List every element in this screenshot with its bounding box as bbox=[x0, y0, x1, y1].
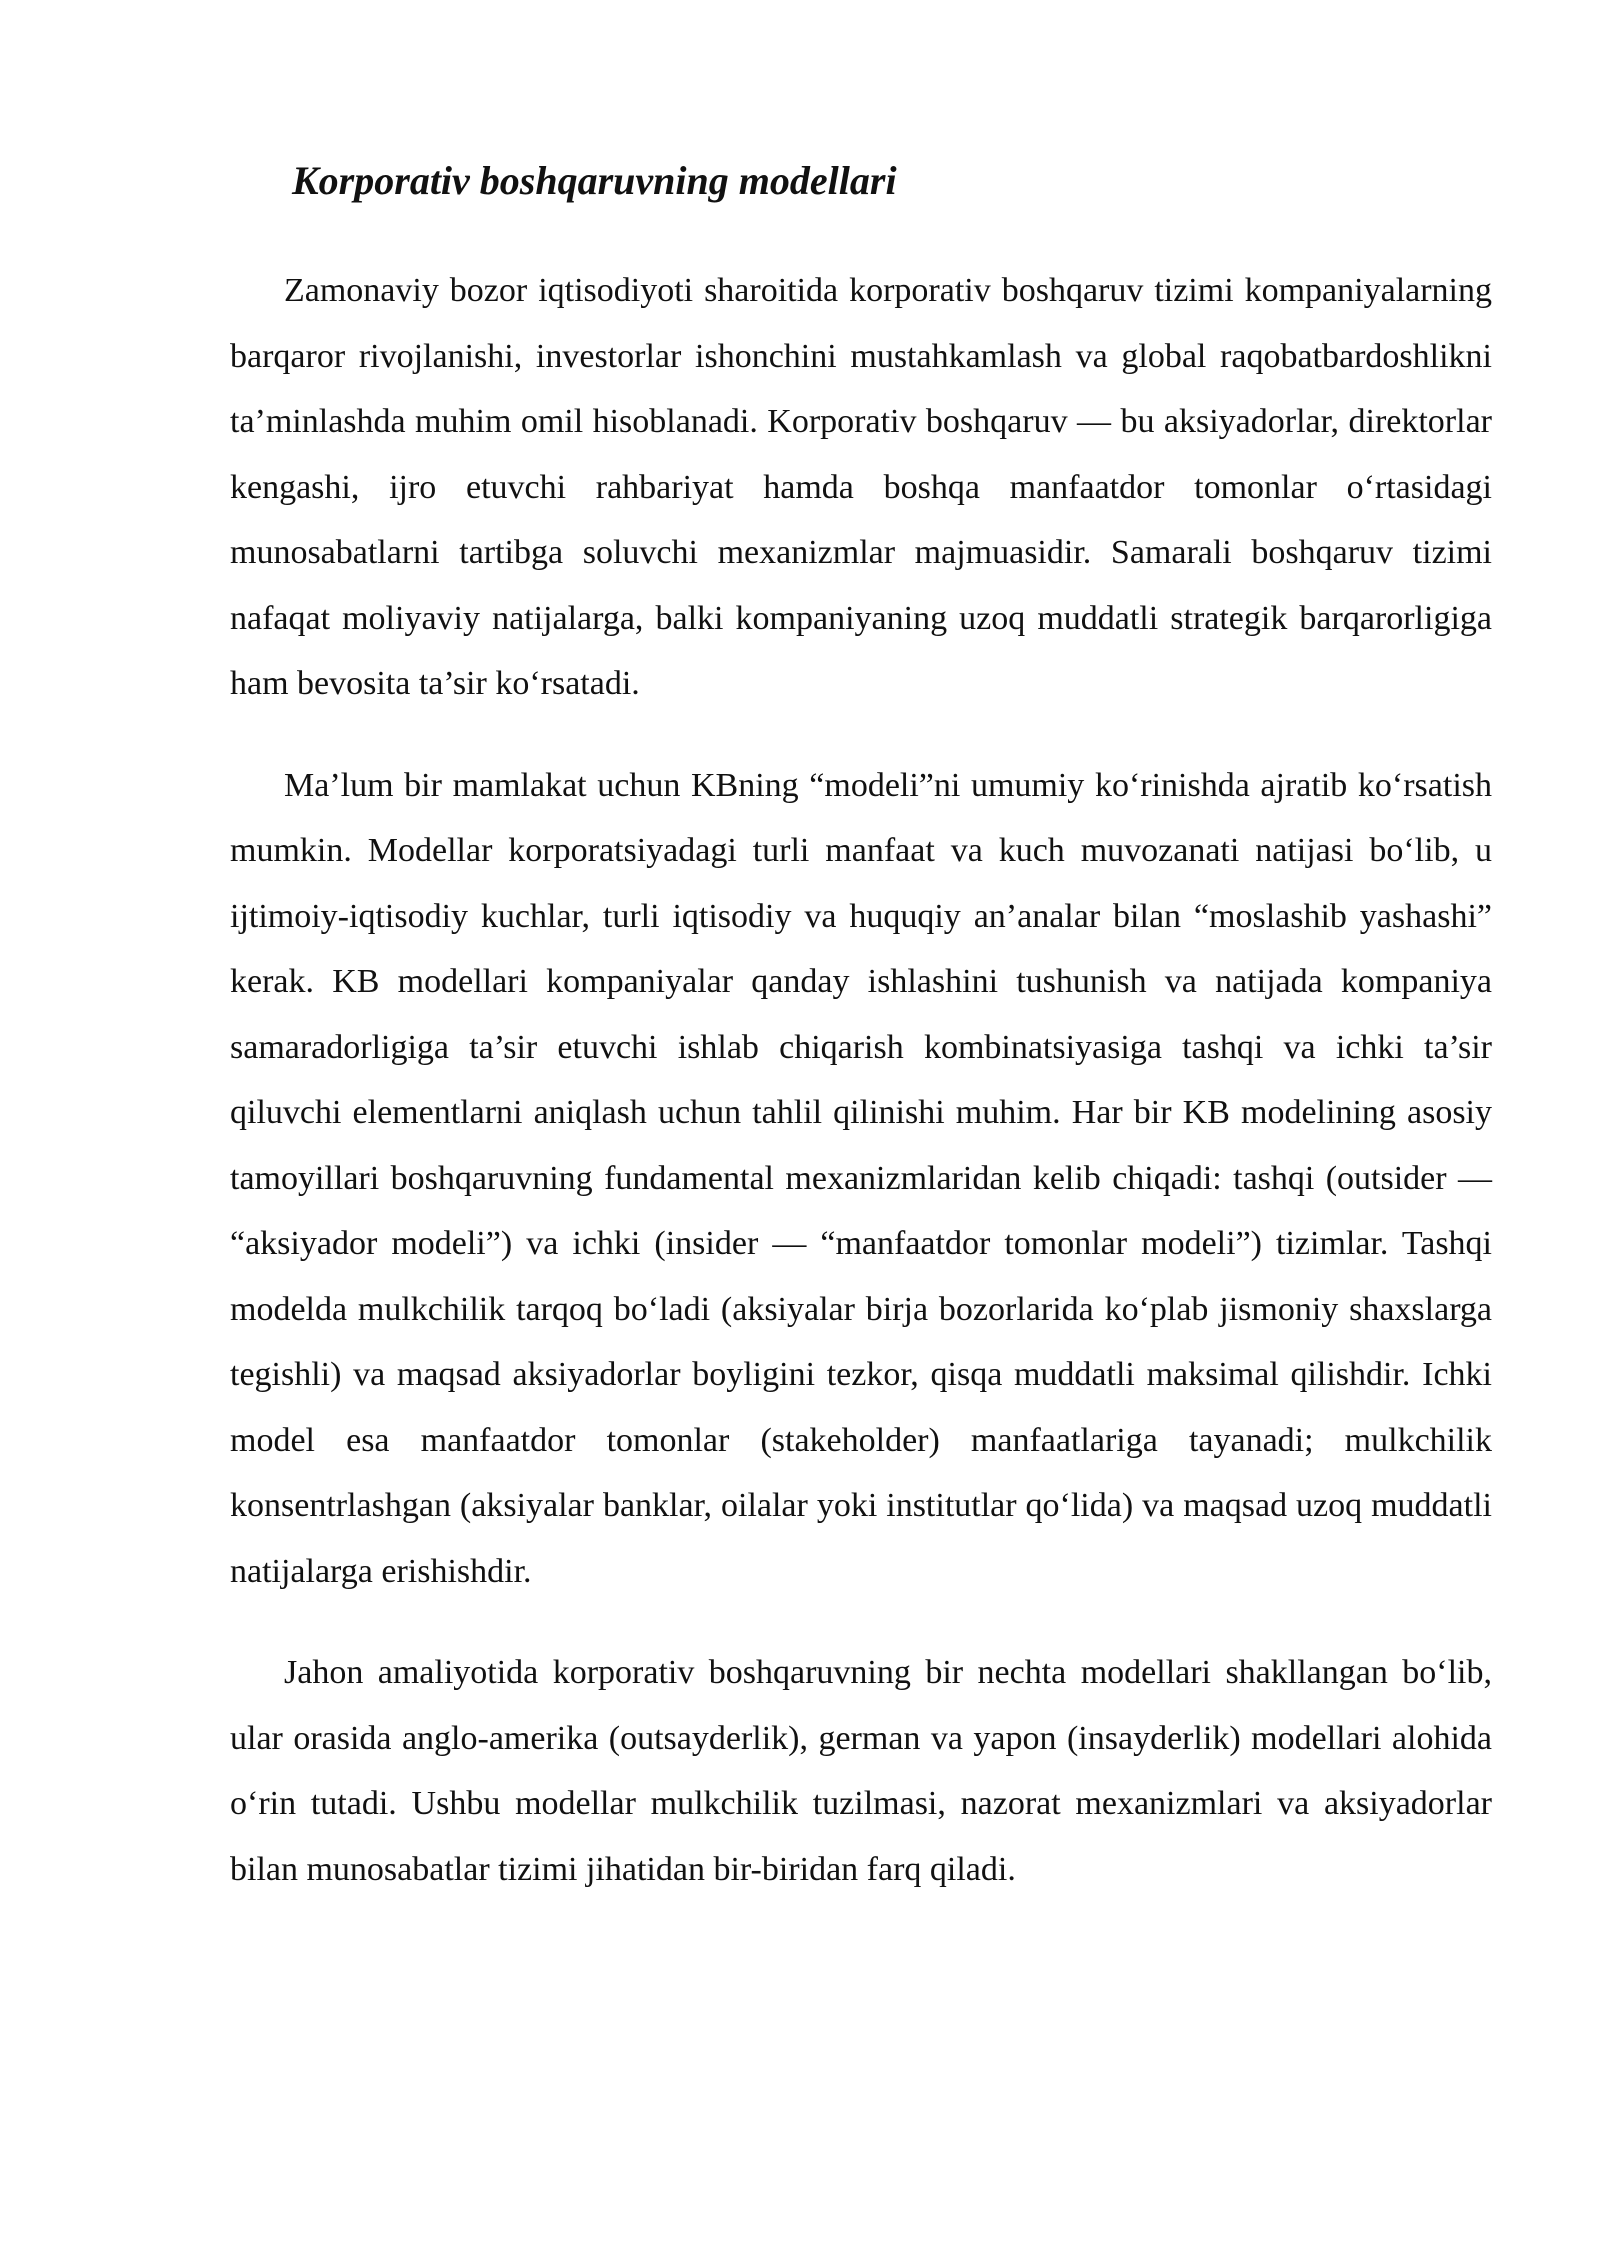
paragraph-1: Zamonaviy bozor iqtisodiyoti sharoitida korporativ boshqaruv tizimi kompaniyalarning barqaror rivojlanishi, investorlar ishonchini mustahkamlash va global raqobatbardoshlikni ta’minlashda muhim omil hisoblanadi. Korporativ boshqaruv — bu aksiyadorlar, direktorlar kengashi, ijro etuvchi rahbariyat hamda boshqa manfaatdor tomonlar o‘rtasidagi munosabatlarni tartibga soluvchi mexanizmlar majmuasidir. Samarali boshqaruv tizimi nafaqat moliyaviy natijalarga, balki kompaniyaning uzoq muddatli strategik barqarorligiga ham bevosita ta’sir ko‘rsatadi. bbox=[230, 272, 1492, 702]
paragraph-2: Ma’lum bir mamlakat uchun KBning “modeli”ni umumiy ko‘rinishda ajratib ko‘rsatish mumkin. Modellar korporatsiyadagi turli manfaat va kuch muvozanati natijasi bo‘lib, u ijtimoiy-iqtisodiy kuchlar, turli iqtisodiy va huquqiy an’analar bilan “moslashib yashashi” kerak. KB modellari kompaniyalar qanday ishlashini tushunish va natijada kompaniya samaradorligiga ta’sir etuvchi ishlab chiqarish kombinatsiyasiga tashqi va ichki ta’sir qiluvchi elementlarni aniqlash uchun tahlil qilinishi muhim. Har bir KB modelining asosiy tamoyillari boshqaruvning fundamental mexanizmlaridan kelib chiqadi: tashqi (outsider — “aksiyador modeli”) va ichki (insider — “manfaatdor tomonlar modeli”) tizimlar. Tashqi modelda mulkchilik tarqoq bo‘ladi (aksiyalar birja bozorlarida ko‘plab jismoniy shaxslarga tegishli) va maqsad aksiyadorlar boyligini tezkor, qisqa muddatli maksimal qilishdir. Ichki model esa manfaatdor tomonlar (stakeholder) manfaatlariga tayanadi; mulkchilik konsentrlashgan (aksiyalar banklar, oilalar yoki institutlar qo‘lida) va maqsad uzoq muddatli natijalarga erishishdir. bbox=[230, 766, 1492, 1590]
document-heading: Korporativ boshqaruvning modellari bbox=[292, 158, 897, 203]
paragraph-3: Jahon amaliyotida korporativ boshqaruvning bir nechta modellari shakllangan bo‘lib, ular orasida anglo-amerika (outsayderlik), german va yapon (insayderlik) modellari alohida o‘rin tutadi. Ushbu modellar mulkchilik tuzilmasi, nazorat mexanizmlari va aksiyadorlar bilan munosabatlar tizimi jihatidan bir-biridan farq qiladi. bbox=[230, 1654, 1492, 1888]
document-body bbox=[230, 258, 1492, 1938]
